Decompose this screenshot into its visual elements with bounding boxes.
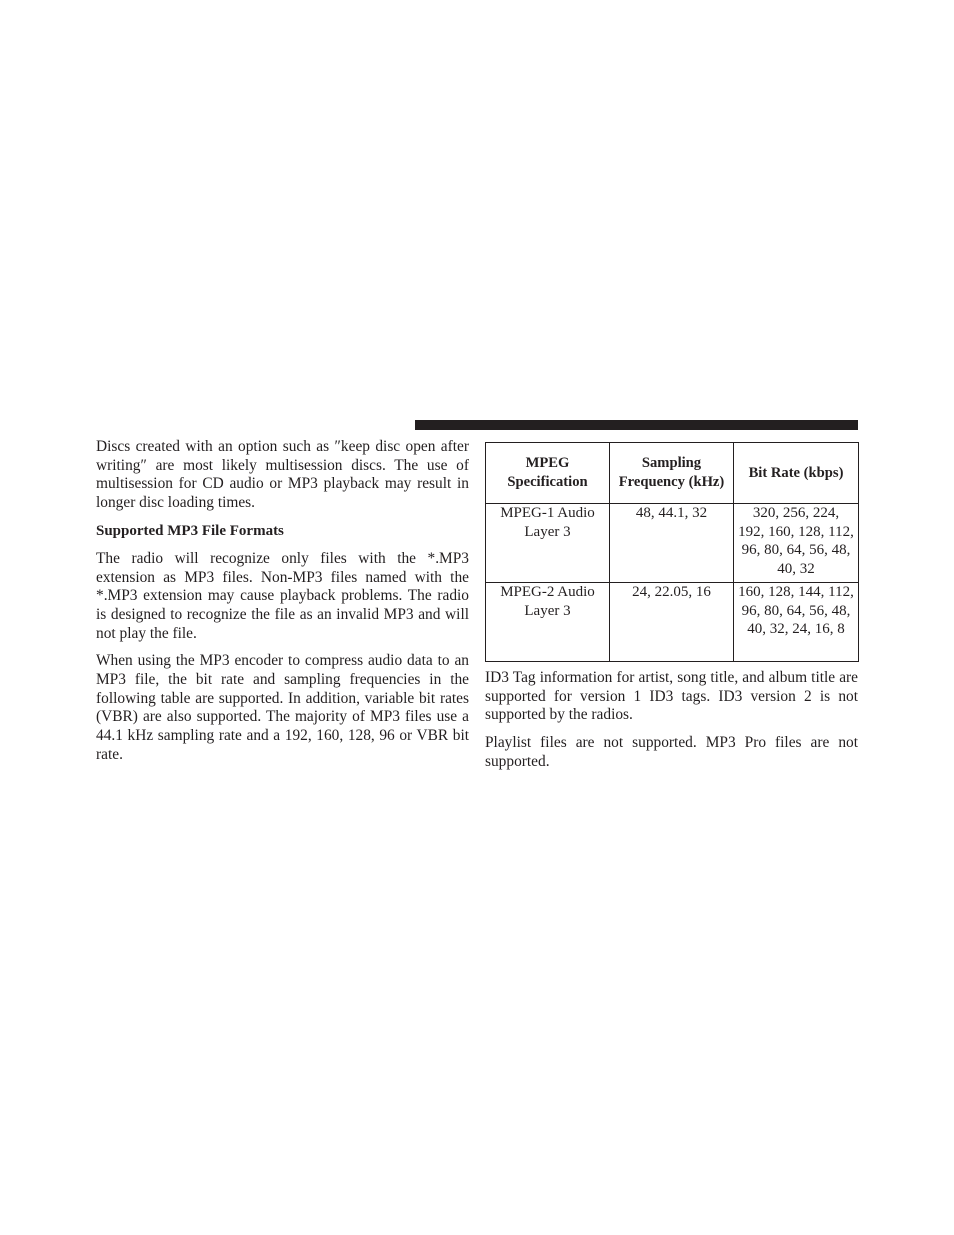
table-cell-bitrate: 160, 128, 144, 112, 96, 80, 64, 56, 48, 40, 32, 24, 16, 8 xyxy=(734,583,859,662)
table-cell-sampling: 48, 44.1, 32 xyxy=(610,504,734,583)
playlist-paragraph: Playlist files are not supported. MP3 Pro files are not supported. xyxy=(485,734,858,770)
table-row xyxy=(486,583,859,662)
header-sampling-frequency: Sampling Frequency (kHz) xyxy=(610,443,734,504)
table-cell-specification: MPEG-2 Audio Layer 3 xyxy=(486,583,610,662)
mp3-formats-table xyxy=(485,442,859,662)
table-header-row xyxy=(486,443,859,504)
table-cell-bitrate: 320, 256, 224, 192, 160, 128, 112, 96, 80, 64, 56, 48, 40, 32 xyxy=(734,504,859,583)
right-column xyxy=(485,442,858,781)
section-header-bar xyxy=(415,420,858,430)
header-bit-rate: Bit Rate (kbps) xyxy=(734,443,859,504)
mp3-encoder-paragraph: When using the MP3 encoder to compress audio data to an MP3 file, the bit rate and sampling frequencies in the following table are supported. In addition, variable bit rates (VBR) are also supported. The majority of MP3 files use a 44.1 kHz sampling rate and a 192, 160, 128, 96 or VBR bit rate. xyxy=(96,652,469,763)
table-cell-specification: MPEG-1 Audio Layer 3 xyxy=(486,504,610,583)
section-heading: Supported MP3 File Formats xyxy=(96,522,284,539)
table-row xyxy=(486,504,859,583)
header-mpeg-specification: MPEG Specification xyxy=(486,443,610,504)
id3-tag-paragraph: ID3 Tag information for artist, song title, and album title are supported for version 1 ID3 tags. ID3 version 2 is not supported by the radios. xyxy=(485,669,858,724)
left-column xyxy=(96,438,469,774)
multisession-paragraph: Discs created with an option such as ″keep disc open after writing″ are most likely multisession discs. The use of multisession for CD audio or MP3 playback may result in longer disc loading times. xyxy=(96,438,469,512)
table-cell-sampling: 24, 22.05, 16 xyxy=(610,583,734,662)
mp3-recognition-paragraph: The radio will recognize only files with the *.MP3 extension as MP3 files. Non-MP3 files named with the *.MP3 extension may cause playback problems. The radio is designed to recognize the file as an invalid MP3 and will not play the file. xyxy=(96,549,469,642)
